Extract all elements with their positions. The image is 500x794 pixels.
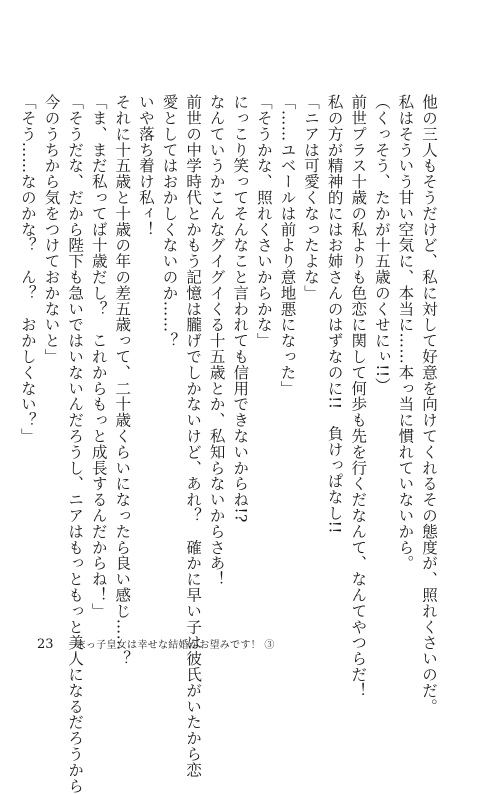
book-title: 末っ子皇女は幸せな結婚がお望みです！ ③	[75, 640, 275, 651]
text-line: にっこり笑ってそんなこと言われても信用できないからね!?	[231, 94, 250, 523]
text-line: （くっそう、たかが十五歳のくせにぃ!!）	[372, 94, 391, 394]
text-line: 「そう……なのかな？ ん？ おかしくない？」	[18, 94, 37, 444]
text-line: 「ニアは可愛くなったよな」	[302, 94, 321, 301]
text-line: 「そうだな、だから陛下も急いではいないんだろうし、ニアはもっともっと美人になるだろうから	[66, 94, 85, 794]
text-line: 他の三人もそうだけど、私に対して好意を向けてくれるその態度が、照れくさいのだ。	[420, 94, 438, 715]
text-line: 前世の中学時代とかもう記憶は朧げでしかないけど、あれ？ 確かに早い子は彼氏がいたから恋	[184, 94, 203, 778]
text-line: 愛としてはおかしくないのか……？	[160, 94, 179, 349]
text-line: 今のうちから気をつけておかないと」	[42, 94, 61, 365]
text-line: 「……ユベールは前より意地悪になった」	[278, 94, 297, 397]
text-line: なんていうかこんなグイグイくる十五歳とか、私知らないからさあ！	[207, 94, 226, 587]
text-line: 「そうかな、照れくさいからかな」	[254, 94, 273, 349]
text-line: 「ま、まだ私ってば十歳だし？ これからもっと成長するんだからね！」	[89, 94, 108, 619]
text-line: それに十五歳と十歳の年の差五歳って、二十歳くらいになったら良い感じ……？	[113, 94, 132, 667]
text-line: 前世プラス十歳の私よりも色恋に関して何歩も先を行くだなんて、なんてやつらだ！	[349, 94, 368, 699]
page-number: 23	[37, 637, 54, 652]
page-footer	[37, 636, 275, 652]
text-line: 私の方が精神的にはお姉さんのはずなのに!! 負けっぱなし!!	[325, 94, 344, 534]
text-line: 私はそういう甘い空気に、本当に……本っ当に慣れていないから。	[396, 94, 415, 571]
text-line: いや落ち着け私ィ！	[136, 94, 155, 238]
